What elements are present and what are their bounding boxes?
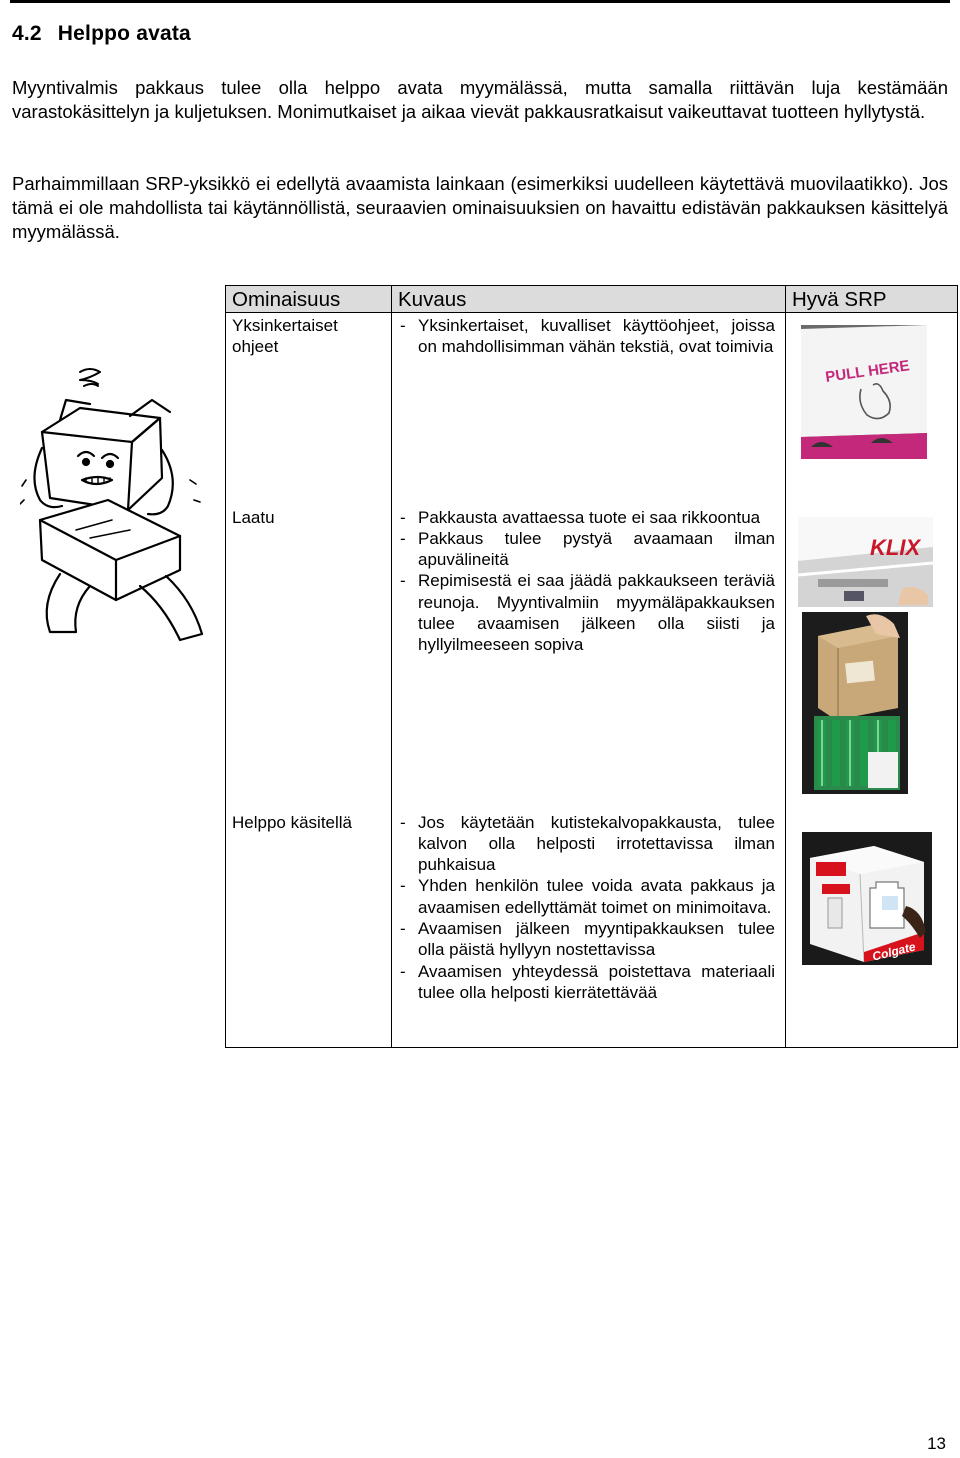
- header-good-srp: Hyvä SRP: [786, 286, 958, 313]
- example-cell: [786, 313, 958, 505]
- section-heading: [12, 22, 191, 46]
- top-rule: [10, 0, 950, 3]
- description-list: [400, 507, 775, 656]
- description-item: - Yhden henkilön tulee voida avata pakkaus ja avaamisen edellyttämät toimet on minimoitava.: [400, 875, 775, 918]
- section-title: Helppo avata: [57, 22, 191, 45]
- klix-logo-text: KLIX: [870, 534, 921, 560]
- description-item: - Repimisestä ei saa jäädä pakkaukseen teräviä reunoja. Myyntivalmiin myymäläpakkauksen tulee avaamisen jälkeen olla siisti ja hyllyilmeeseen sopiva: [400, 570, 775, 655]
- description-cell: [392, 505, 786, 810]
- pull-here-text: PULL HERE: [824, 357, 911, 386]
- example-cell: [786, 505, 958, 810]
- colgate-logo-text: Colgate: [870, 938, 917, 964]
- page-number: 13: [927, 1434, 946, 1453]
- description-item: - Avaamisen jälkeen myyntipakkauksen tulee olla päistä hyllyyn nostettavissa: [400, 918, 775, 961]
- table-row: [226, 313, 958, 505]
- table-header-row: [226, 286, 958, 313]
- property-cell: [226, 313, 392, 505]
- section-number: 4.2: [12, 22, 42, 45]
- pull-here-carton-photo: [801, 325, 927, 459]
- description-cell: [392, 810, 786, 1048]
- srp-properties-table: [225, 285, 958, 1048]
- property-label: Laatu: [232, 507, 275, 527]
- klix-carton-photo: [798, 517, 933, 607]
- frustrated-person-illustration: [20, 360, 205, 650]
- header-property: Ominaisuus: [226, 286, 392, 313]
- description-item: - Avaamisen yhteydessä poistettava materiaali tulee olla helposti kierrätettävää: [400, 961, 775, 1004]
- property-cell: [226, 505, 392, 810]
- description-item: - Pakkaus tulee pystyä avaamaan ilman apuvälineitä: [400, 528, 775, 571]
- table-row: [226, 505, 958, 810]
- table-row: [226, 810, 958, 1048]
- description-item: - Jos käytetään kutistekalvopakkausta, tulee kalvon olla helposti irrotettavissa ilman puhkaisua: [400, 812, 775, 876]
- property-label: Yksinkertaiset ohjeet: [232, 316, 338, 357]
- body-paragraph: Parhaimmillaan SRP-yksikkö ei edellytä avaamista lainkaan (esimerkiksi uudelleen käytettävä muovilaatikko). Jos tämä ei ole mahdollista tai käytännöllistä, seuraavien ominaisuuksien on havaittu edistävän pakkauksen käsittelyä myymälässä.: [12, 173, 948, 242]
- description-list: [400, 812, 775, 1004]
- property-label: Helppo käsitellä: [232, 812, 353, 832]
- property-cell: [226, 810, 392, 1048]
- description-item: - Yksinkertaiset, kuvalliset käyttöohjeet, joissa on mahdollisimman vähän tekstiä, ovat toimivia: [400, 315, 775, 358]
- description-cell: [392, 313, 786, 505]
- description-list: [400, 315, 775, 358]
- header-description: Kuvaus: [392, 286, 786, 313]
- description-item: - Pakkausta avattaessa tuote ei saa rikkoontua: [400, 507, 775, 528]
- toothpaste-carton-photo: [802, 612, 908, 794]
- example-cell: [786, 810, 958, 1048]
- colgate-carton-photo: [802, 832, 932, 965]
- intro-paragraph: Myyntivalmis pakkaus tulee olla helppo avata myymälässä, mutta samalla riittävän luja kestämään varastokäsittelyn ja kuljetuksen. Monimutkaiset ja aikaa vievät pakkausratkaisut vaikeuttavat tuotteen hyllytystä.: [12, 77, 948, 122]
